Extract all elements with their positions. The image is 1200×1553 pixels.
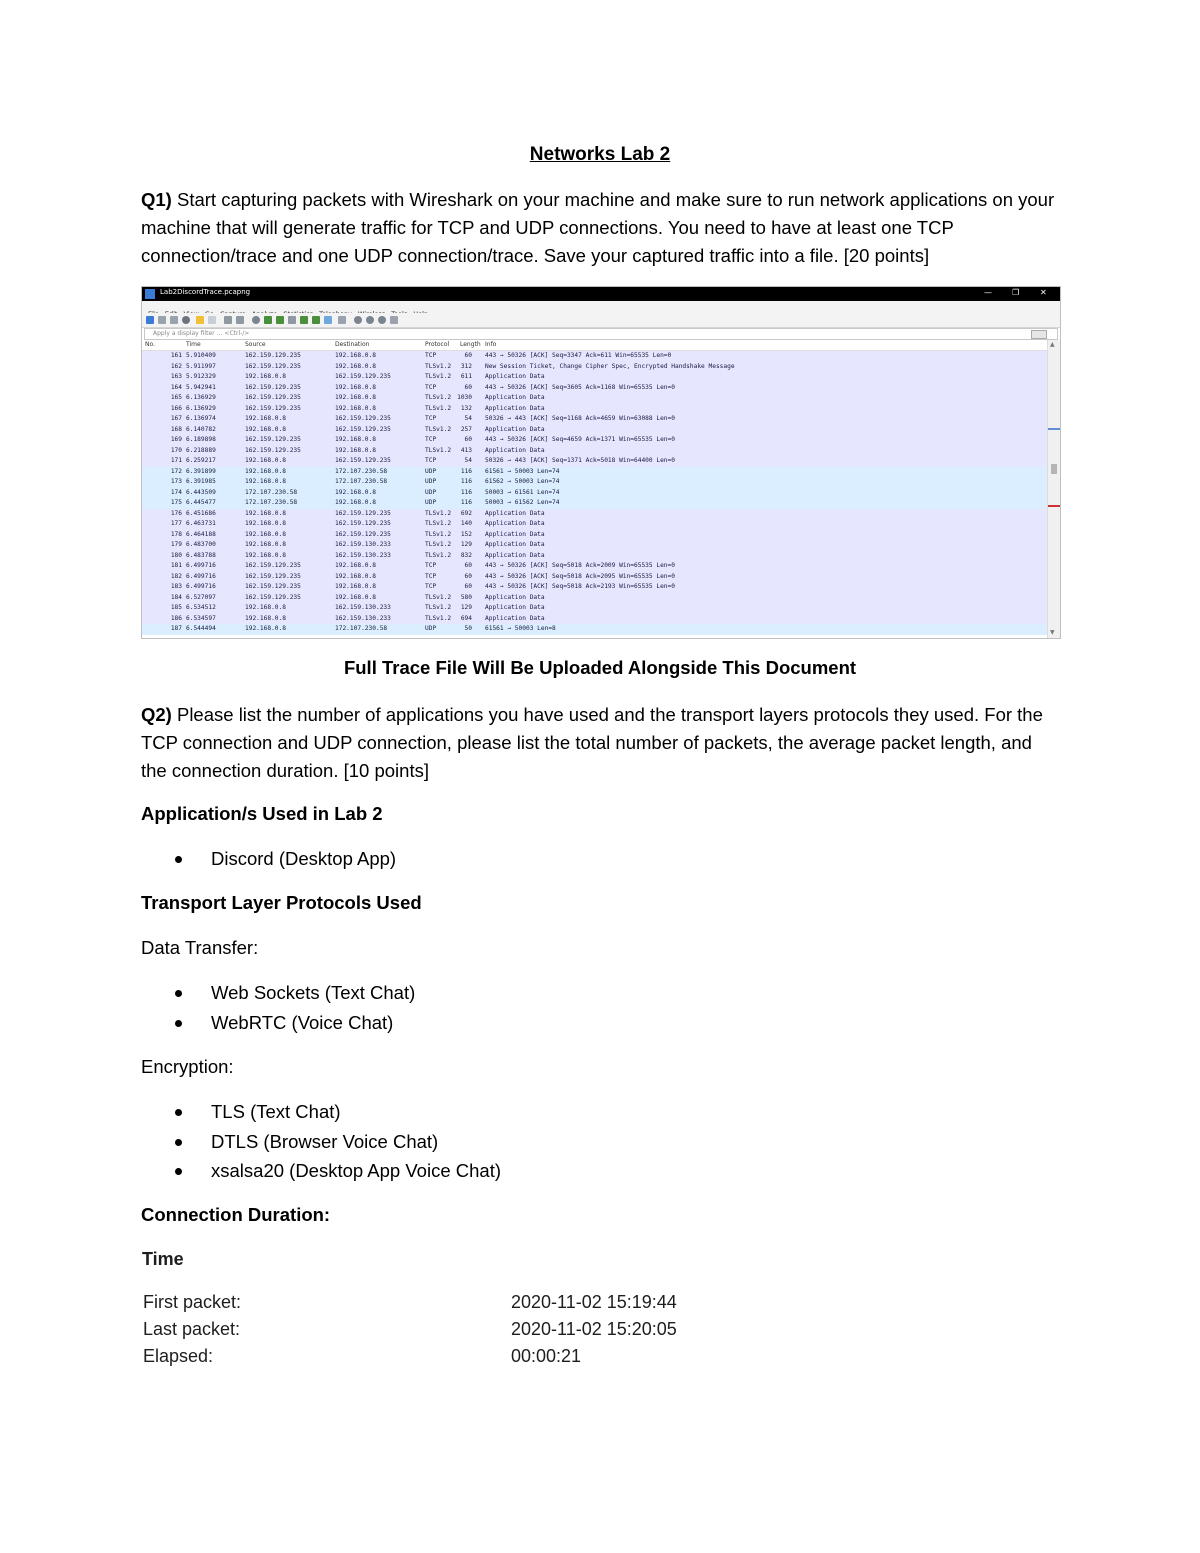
packet-row[interactable]	[142, 446, 1047, 457]
packet-cell-info: 443 → 50326 [ACK] Seq=4659 Ack=1371 Win=65535 Len=0	[485, 436, 675, 443]
packet-cell-len: 152	[460, 530, 472, 538]
packet-cell-no: 165	[170, 394, 182, 401]
packet-cell-time: 6.534597	[186, 614, 216, 622]
packet-cell-len: 312	[460, 362, 472, 370]
zoom-in-icon[interactable]	[354, 316, 362, 324]
packet-cell-no: 181	[170, 562, 182, 569]
packet-list-scrollbar[interactable]	[1047, 340, 1060, 638]
packet-cell-proto: TCP	[425, 572, 437, 580]
packet-cell-len: 140	[460, 520, 472, 527]
time-label: Elapsed:	[143, 1346, 214, 1366]
packet-row[interactable]	[142, 467, 1047, 478]
packet-list-header	[142, 340, 1047, 351]
packet-cell-len: 129	[460, 541, 472, 548]
packet-cell-proto: TLSv1.2	[425, 551, 452, 559]
packet-cell-len: 54	[464, 457, 472, 464]
packet-cell-time: 5.910409	[186, 352, 216, 359]
packet-cell-no: 186	[170, 614, 182, 622]
packet-cell-no: 174	[170, 488, 182, 496]
packet-cell-info: Application Data	[485, 593, 545, 601]
duration-heading: Connection Duration:	[141, 1204, 331, 1225]
encryption-item: xsalsa20 (Desktop App Voice Chat)	[211, 1160, 501, 1181]
minimap-marker	[1048, 428, 1060, 430]
packet-cell-no: 185	[170, 604, 182, 611]
packet-row[interactable]	[142, 582, 1047, 593]
packet-cell-no: 169	[170, 436, 182, 443]
packet-cell-dst: 192.168.0.8	[335, 583, 376, 590]
packet-cell-proto: UDP	[425, 478, 437, 485]
column-header-destination[interactable]: Destination	[335, 341, 370, 348]
packet-row[interactable]	[142, 456, 1047, 467]
capture-options-icon[interactable]	[182, 316, 190, 324]
data-transfer-label: Data Transfer:	[141, 937, 259, 958]
go-back-icon[interactable]	[264, 316, 272, 324]
packet-cell-src: 192.168.0.8	[245, 541, 286, 548]
packet-cell-no: 166	[170, 404, 182, 412]
packet-cell-dst: 162.159.129.235	[335, 457, 391, 464]
column-header-info[interactable]: Info	[485, 341, 497, 348]
packet-cell-dst: 192.168.0.8	[335, 352, 376, 359]
zoom-out-icon[interactable]	[366, 316, 374, 324]
question-1-text: Start capturing packets with Wireshark on your machine and make sure to run network applications on your machine that will generate traffic for TCP and UDP connections. You need to have at least one TCP connection/trace and one UDP connection/trace. Save your captured traffic into a file. [20 points]	[141, 189, 1055, 266]
packet-cell-src: 172.107.230.58	[245, 488, 298, 496]
wireshark-screenshot	[141, 286, 1061, 639]
packet-cell-info: New Session Ticket, Change Cipher Spec, Encrypted Handshake Message	[485, 362, 735, 370]
packet-cell-info: 443 → 50326 [ACK] Seq=5018 Ack=2009 Win=65535 Len=0	[485, 562, 675, 569]
packet-row[interactable]	[142, 435, 1047, 446]
scroll-down-icon[interactable]: ▼	[1050, 629, 1055, 636]
packet-cell-src: 192.168.0.8	[245, 604, 286, 611]
packet-cell-proto: TLSv1.2	[425, 394, 452, 401]
packet-cell-src: 192.168.0.8	[245, 509, 286, 517]
packet-cell-src: 162.159.129.235	[245, 352, 301, 359]
packet-row[interactable]	[142, 488, 1047, 499]
packet-cell-dst: 192.168.0.8	[335, 362, 376, 370]
packet-cell-len: 832	[460, 551, 472, 559]
packet-cell-time: 6.499716	[186, 572, 216, 580]
encryption-item: DTLS (Browser Voice Chat)	[211, 1131, 439, 1152]
wireshark-fin-icon	[145, 289, 155, 299]
packet-cell-proto: UDP	[425, 488, 437, 496]
open-file-icon[interactable]	[196, 316, 204, 324]
packet-cell-proto: TCP	[425, 352, 437, 359]
bullet-icon	[175, 1109, 182, 1116]
close-file-icon[interactable]	[224, 316, 232, 324]
minimap-marker	[1048, 505, 1060, 507]
packet-cell-time: 6.136974	[186, 415, 216, 422]
packet-row[interactable]	[142, 614, 1047, 625]
column-header-source[interactable]: Source	[245, 341, 266, 348]
packet-cell-dst: 192.168.0.8	[335, 436, 376, 443]
question-1	[141, 186, 1061, 270]
packet-cell-no: 170	[170, 446, 182, 454]
packet-row[interactable]	[142, 572, 1047, 583]
last-packet-icon[interactable]	[312, 316, 320, 324]
packet-cell-info: Application Data	[485, 604, 545, 611]
packet-cell-len: 60	[464, 436, 472, 443]
packet-cell-time: 6.259217	[186, 457, 216, 464]
encryption-label: Encryption:	[141, 1056, 234, 1077]
packet-cell-src: 162.159.129.235	[245, 572, 301, 580]
packet-cell-src: 192.168.0.8	[245, 625, 286, 632]
packet-cell-time: 6.189898	[186, 436, 216, 443]
packet-row[interactable]	[142, 351, 1047, 362]
menu-bar	[142, 301, 1060, 313]
packet-cell-time: 6.463731	[186, 520, 216, 527]
packet-cell-len: 60	[464, 352, 472, 359]
packet-cell-info: 61561 → 50003 Len=74	[485, 467, 560, 475]
question-1-label: Q1)	[141, 189, 172, 210]
packet-cell-src: 162.159.129.235	[245, 446, 301, 454]
packet-cell-proto: TLSv1.2	[425, 530, 452, 538]
packet-cell-len: 694	[460, 614, 472, 622]
document-title: Networks Lab 2	[529, 144, 671, 165]
packet-cell-src: 192.168.0.8	[245, 551, 286, 559]
packet-cell-time: 6.136929	[186, 404, 216, 412]
packet-cell-proto: UDP	[425, 625, 437, 632]
time-value: 00:00:21	[511, 1346, 582, 1366]
restart-capture-icon[interactable]	[170, 316, 178, 324]
packet-row[interactable]	[142, 540, 1047, 551]
packet-cell-dst: 192.168.0.8	[335, 593, 376, 601]
packet-cell-info: Application Data	[485, 530, 545, 538]
start-capture-icon[interactable]	[146, 316, 154, 324]
packet-cell-proto: TLSv1.2	[425, 362, 452, 370]
packet-cell-proto: TLSv1.2	[425, 373, 452, 380]
packet-cell-time: 6.391899	[186, 467, 216, 475]
packet-cell-no: 187	[170, 625, 182, 632]
bullet-icon	[175, 856, 182, 863]
packet-cell-no: 172	[170, 467, 182, 475]
packet-cell-len: 60	[464, 562, 472, 569]
packet-cell-dst: 192.168.0.8	[335, 383, 376, 391]
packet-cell-proto: TLSv1.2	[425, 425, 452, 433]
go-forward-icon[interactable]	[276, 316, 284, 324]
packet-row[interactable]	[142, 372, 1047, 383]
packet-cell-info: Application Data	[485, 373, 545, 380]
packet-cell-proto: TCP	[425, 436, 437, 443]
main-toolbar	[142, 313, 1060, 328]
window-title: Lab2DiscordTrace.pcapng	[160, 288, 251, 296]
packet-cell-dst: 192.168.0.8	[335, 394, 376, 401]
packet-cell-dst: 162.159.129.235	[335, 425, 391, 433]
packet-cell-time: 6.140782	[186, 425, 216, 433]
packet-cell-src: 192.168.0.8	[245, 457, 286, 464]
packet-row[interactable]	[142, 593, 1047, 604]
packet-row[interactable]	[142, 624, 1047, 635]
packet-cell-src: 162.159.129.235	[245, 383, 301, 391]
packet-cell-src: 192.168.0.8	[245, 415, 286, 422]
packet-cell-proto: TCP	[425, 383, 437, 391]
packet-cell-no: 173	[170, 478, 182, 485]
packet-cell-src: 162.159.129.235	[245, 362, 301, 370]
column-header-length[interactable]: Length	[460, 341, 481, 348]
packet-cell-info: 50326 → 443 [ACK] Seq=1371 Ack=5018 Win=64400 Len=0	[485, 457, 675, 464]
packet-cell-info: Application Data	[485, 425, 545, 433]
packet-cell-src: 162.159.129.235	[245, 583, 301, 590]
packet-cell-proto: TCP	[425, 415, 437, 422]
packet-cell-time: 6.136929	[186, 394, 216, 401]
packet-cell-info: 50326 → 443 [ACK] Seq=1168 Ack=4659 Win=63088 Len=0	[485, 415, 675, 422]
reload-file-icon[interactable]	[236, 316, 244, 324]
packet-row[interactable]	[142, 551, 1047, 562]
packet-cell-proto: TLSv1.2	[425, 404, 452, 412]
window-titlebar	[142, 287, 1060, 301]
packet-cell-len: 116	[460, 488, 472, 496]
packet-cell-src: 162.159.129.235	[245, 436, 301, 443]
packet-cell-len: 116	[460, 467, 472, 475]
packet-cell-src: 192.168.0.8	[245, 614, 286, 622]
packet-cell-dst: 172.107.230.58	[335, 467, 388, 475]
bullet-icon	[175, 1139, 182, 1146]
app-item: Discord (Desktop App)	[211, 848, 397, 869]
packet-cell-no: 177	[170, 520, 182, 527]
packet-cell-len: 60	[464, 572, 472, 580]
packet-cell-len: 60	[464, 583, 472, 590]
packet-cell-len: 54	[464, 415, 472, 422]
packet-cell-time: 6.218889	[186, 446, 216, 454]
packet-cell-time: 5.912329	[186, 373, 216, 380]
packet-cell-info: Application Data	[485, 541, 545, 548]
bullet-icon	[175, 1020, 182, 1027]
packet-cell-dst: 172.107.230.58	[335, 625, 388, 632]
packet-cell-len: 132	[460, 404, 472, 412]
packet-row[interactable]	[142, 509, 1047, 520]
packet-cell-time: 6.443509	[186, 488, 216, 496]
time-heading: Time	[142, 1249, 184, 1269]
packet-cell-src: 192.168.0.8	[245, 530, 286, 538]
packet-cell-time: 6.483700	[186, 541, 216, 548]
question-2	[141, 701, 1061, 785]
packet-cell-len: 60	[464, 383, 472, 391]
trace-caption: Full Trace File Will Be Uploaded Alongside This Document	[343, 657, 857, 678]
packet-cell-dst: 192.168.0.8	[335, 404, 376, 412]
packet-cell-proto: UDP	[425, 467, 437, 475]
packet-cell-dst: 162.159.130.233	[335, 614, 391, 622]
packet-cell-len: 257	[460, 425, 472, 433]
time-value: 2020-11-02 15:19:44	[511, 1292, 677, 1312]
packet-cell-time: 6.391985	[186, 478, 216, 485]
packet-cell-no: 167	[170, 415, 182, 422]
packet-row[interactable]	[142, 477, 1047, 488]
packet-cell-info: 61562 → 50003 Len=74	[485, 478, 560, 485]
packet-cell-info: Application Data	[485, 520, 545, 527]
packet-cell-src: 162.159.129.235	[245, 404, 301, 412]
packet-cell-time: 6.527097	[186, 593, 216, 601]
packet-cell-dst: 192.168.0.8	[335, 499, 376, 506]
packet-cell-dst: 192.168.0.8	[335, 572, 376, 580]
packet-cell-len: 1030	[457, 394, 472, 401]
question-2-text: Please list the number of applications you have used and the transport layers protocols they used. For the TCP connection and UDP connection, please list the total number of packets, the average packet length, and the connection duration. [10 points]	[141, 704, 1043, 781]
packet-cell-src: 192.168.0.8	[245, 520, 286, 527]
packet-cell-dst: 162.159.129.235	[335, 373, 391, 380]
packet-row[interactable]	[142, 603, 1047, 614]
packet-cell-no: 164	[170, 383, 182, 391]
packet-cell-dst: 162.159.129.235	[335, 509, 391, 517]
display-filter-placeholder: Apply a display filter … <Ctrl-/>	[153, 330, 250, 337]
packet-cell-no: 163	[170, 373, 182, 380]
packet-cell-no: 168	[170, 425, 182, 433]
packet-cell-proto: TLSv1.2	[425, 614, 452, 622]
packet-cell-info: 443 → 50326 [ACK] Seq=5018 Ack=2193 Win=65535 Len=0	[485, 583, 675, 590]
packet-cell-len: 116	[460, 499, 472, 506]
packet-cell-dst: 192.168.0.8	[335, 488, 376, 496]
packet-cell-info: Application Data	[485, 394, 545, 401]
packet-cell-len: 129	[460, 604, 472, 611]
save-file-icon[interactable]	[208, 316, 216, 324]
packet-cell-proto: TLSv1.2	[425, 541, 452, 548]
packet-cell-time: 6.464188	[186, 530, 216, 538]
packet-cell-dst: 162.159.130.233	[335, 604, 391, 611]
packet-cell-no: 178	[170, 530, 182, 538]
packet-cell-proto: TCP	[425, 562, 437, 569]
packet-cell-proto: TLSv1.2	[425, 593, 452, 601]
packet-cell-src: 192.168.0.8	[245, 425, 286, 433]
column-header-protocol[interactable]: Protocol	[425, 341, 450, 348]
packet-cell-info: 50003 → 61561 Len=74	[485, 488, 560, 496]
packet-cell-src: 172.107.230.58	[245, 499, 298, 506]
first-packet-icon[interactable]	[300, 316, 308, 324]
packet-cell-no: 161	[170, 352, 182, 359]
go-to-packet-icon[interactable]	[288, 316, 296, 324]
data-transfer-item: Web Sockets (Text Chat)	[211, 982, 416, 1003]
packet-cell-proto: TLSv1.2	[425, 520, 452, 527]
packet-cell-no: 171	[170, 457, 182, 464]
packet-row[interactable]	[142, 498, 1047, 509]
packet-row[interactable]	[142, 414, 1047, 425]
filter-apply-button[interactable]	[1031, 330, 1047, 339]
bullet-icon	[175, 990, 182, 997]
scrollbar-thumb[interactable]	[1051, 464, 1057, 474]
packet-cell-time: 5.942941	[186, 383, 216, 391]
packet-cell-time: 6.544494	[186, 625, 216, 632]
packet-row[interactable]	[142, 362, 1047, 373]
packet-cell-dst: 162.159.129.235	[335, 530, 391, 538]
packet-row[interactable]	[142, 425, 1047, 436]
packet-cell-info: 443 → 50326 [ACK] Seq=3605 Ack=1168 Win=65535 Len=0	[485, 383, 675, 391]
packet-cell-len: 413	[460, 446, 472, 454]
packet-cell-info: 61561 → 50003 Len=8	[485, 625, 556, 632]
packet-cell-dst: 172.107.230.58	[335, 478, 388, 485]
packet-cell-src: 192.168.0.8	[245, 373, 286, 380]
stop-capture-icon[interactable]	[158, 316, 166, 324]
packet-cell-no: 182	[170, 572, 182, 580]
resize-columns-icon[interactable]	[390, 316, 398, 324]
find-packet-icon[interactable]	[252, 316, 260, 324]
packet-cell-len: 50	[464, 625, 472, 632]
close-icon[interactable]: ✕	[1040, 288, 1047, 297]
packet-cell-time: 6.445477	[186, 499, 216, 506]
packet-cell-time: 6.451686	[186, 509, 216, 517]
packet-cell-info: 443 → 50326 [ACK] Seq=3347 Ack=611 Win=65535 Len=0	[485, 352, 672, 359]
time-label: First packet:	[143, 1292, 242, 1312]
packet-cell-no: 175	[170, 499, 182, 506]
packet-cell-src: 162.159.129.235	[245, 562, 301, 569]
packet-cell-info: Application Data	[485, 404, 545, 412]
packet-cell-time: 6.483788	[186, 551, 216, 559]
colorize-icon[interactable]	[338, 316, 346, 324]
packet-cell-proto: TLSv1.2	[425, 604, 452, 611]
packet-cell-dst: 162.159.130.233	[335, 541, 391, 548]
packet-cell-src: 162.159.129.235	[245, 394, 301, 401]
packet-cell-info: Application Data	[485, 551, 545, 559]
packet-cell-no: 183	[170, 583, 182, 590]
packet-row[interactable]	[142, 393, 1047, 404]
packet-cell-info: Application Data	[485, 614, 545, 622]
packet-cell-len: 116	[460, 478, 472, 485]
packet-cell-no: 162	[170, 362, 182, 370]
packet-cell-dst: 162.159.129.235	[335, 415, 391, 422]
packet-row[interactable]	[142, 383, 1047, 394]
encryption-item: TLS (Text Chat)	[211, 1101, 341, 1122]
packet-cell-proto: TLSv1.2	[425, 446, 452, 454]
packet-cell-time: 6.499716	[186, 583, 216, 590]
maximize-icon[interactable]: ❐	[1012, 288, 1020, 297]
packet-cell-info: 443 → 50326 [ACK] Seq=5018 Ack=2095 Win=65535 Len=0	[485, 572, 675, 580]
autoscroll-icon[interactable]	[324, 316, 332, 324]
packet-cell-len: 611	[460, 373, 472, 380]
display-filter-input[interactable]	[144, 328, 1058, 340]
time-label: Last packet:	[143, 1319, 241, 1339]
packet-cell-len: 580	[460, 593, 472, 601]
packet-cell-len: 692	[460, 509, 472, 517]
packet-row[interactable]	[142, 519, 1047, 530]
column-header-time[interactable]: Time	[186, 341, 201, 348]
time-value: 2020-11-02 15:20:05	[511, 1319, 677, 1339]
packet-list	[142, 351, 1047, 638]
apps-heading: Application/s Used in Lab 2	[141, 803, 383, 824]
packet-row[interactable]	[142, 404, 1047, 415]
protocols-heading: Transport Layer Protocols Used	[141, 892, 422, 913]
packet-cell-dst: 162.159.130.233	[335, 551, 391, 559]
packet-cell-dst: 192.168.0.8	[335, 562, 376, 569]
packet-cell-src: 192.168.0.8	[245, 478, 286, 485]
scroll-up-icon[interactable]: ▲	[1050, 341, 1055, 348]
packet-cell-no: 180	[170, 551, 182, 559]
packet-row[interactable]	[142, 530, 1047, 541]
packet-cell-proto: TCP	[425, 457, 437, 464]
packet-cell-proto: TLSv1.2	[425, 509, 452, 517]
packet-cell-no: 176	[170, 509, 182, 517]
packet-cell-no: 179	[170, 541, 182, 548]
packet-cell-info: Application Data	[485, 509, 545, 517]
packet-cell-src: 162.159.129.235	[245, 593, 301, 601]
packet-row[interactable]	[142, 561, 1047, 572]
data-transfer-item: WebRTC (Voice Chat)	[211, 1012, 394, 1033]
packet-cell-dst: 162.159.129.235	[335, 520, 391, 527]
packet-cell-time: 5.911997	[186, 362, 216, 370]
minimize-icon[interactable]: —	[984, 288, 992, 297]
question-2-label: Q2)	[141, 704, 172, 725]
packet-cell-info: Application Data	[485, 446, 545, 454]
packet-cell-proto: UDP	[425, 499, 437, 506]
packet-cell-no: 184	[170, 593, 182, 601]
packet-cell-time: 6.499716	[186, 562, 216, 569]
packet-cell-info: 50003 → 61562 Len=74	[485, 499, 560, 506]
packet-cell-time: 6.534512	[186, 604, 216, 611]
bullet-icon	[175, 1168, 182, 1175]
column-header-no[interactable]: No.	[145, 341, 155, 348]
normal-size-icon[interactable]	[378, 316, 386, 324]
packet-cell-proto: TCP	[425, 583, 437, 590]
packet-cell-src: 192.168.0.8	[245, 467, 286, 475]
packet-cell-dst: 192.168.0.8	[335, 446, 376, 454]
